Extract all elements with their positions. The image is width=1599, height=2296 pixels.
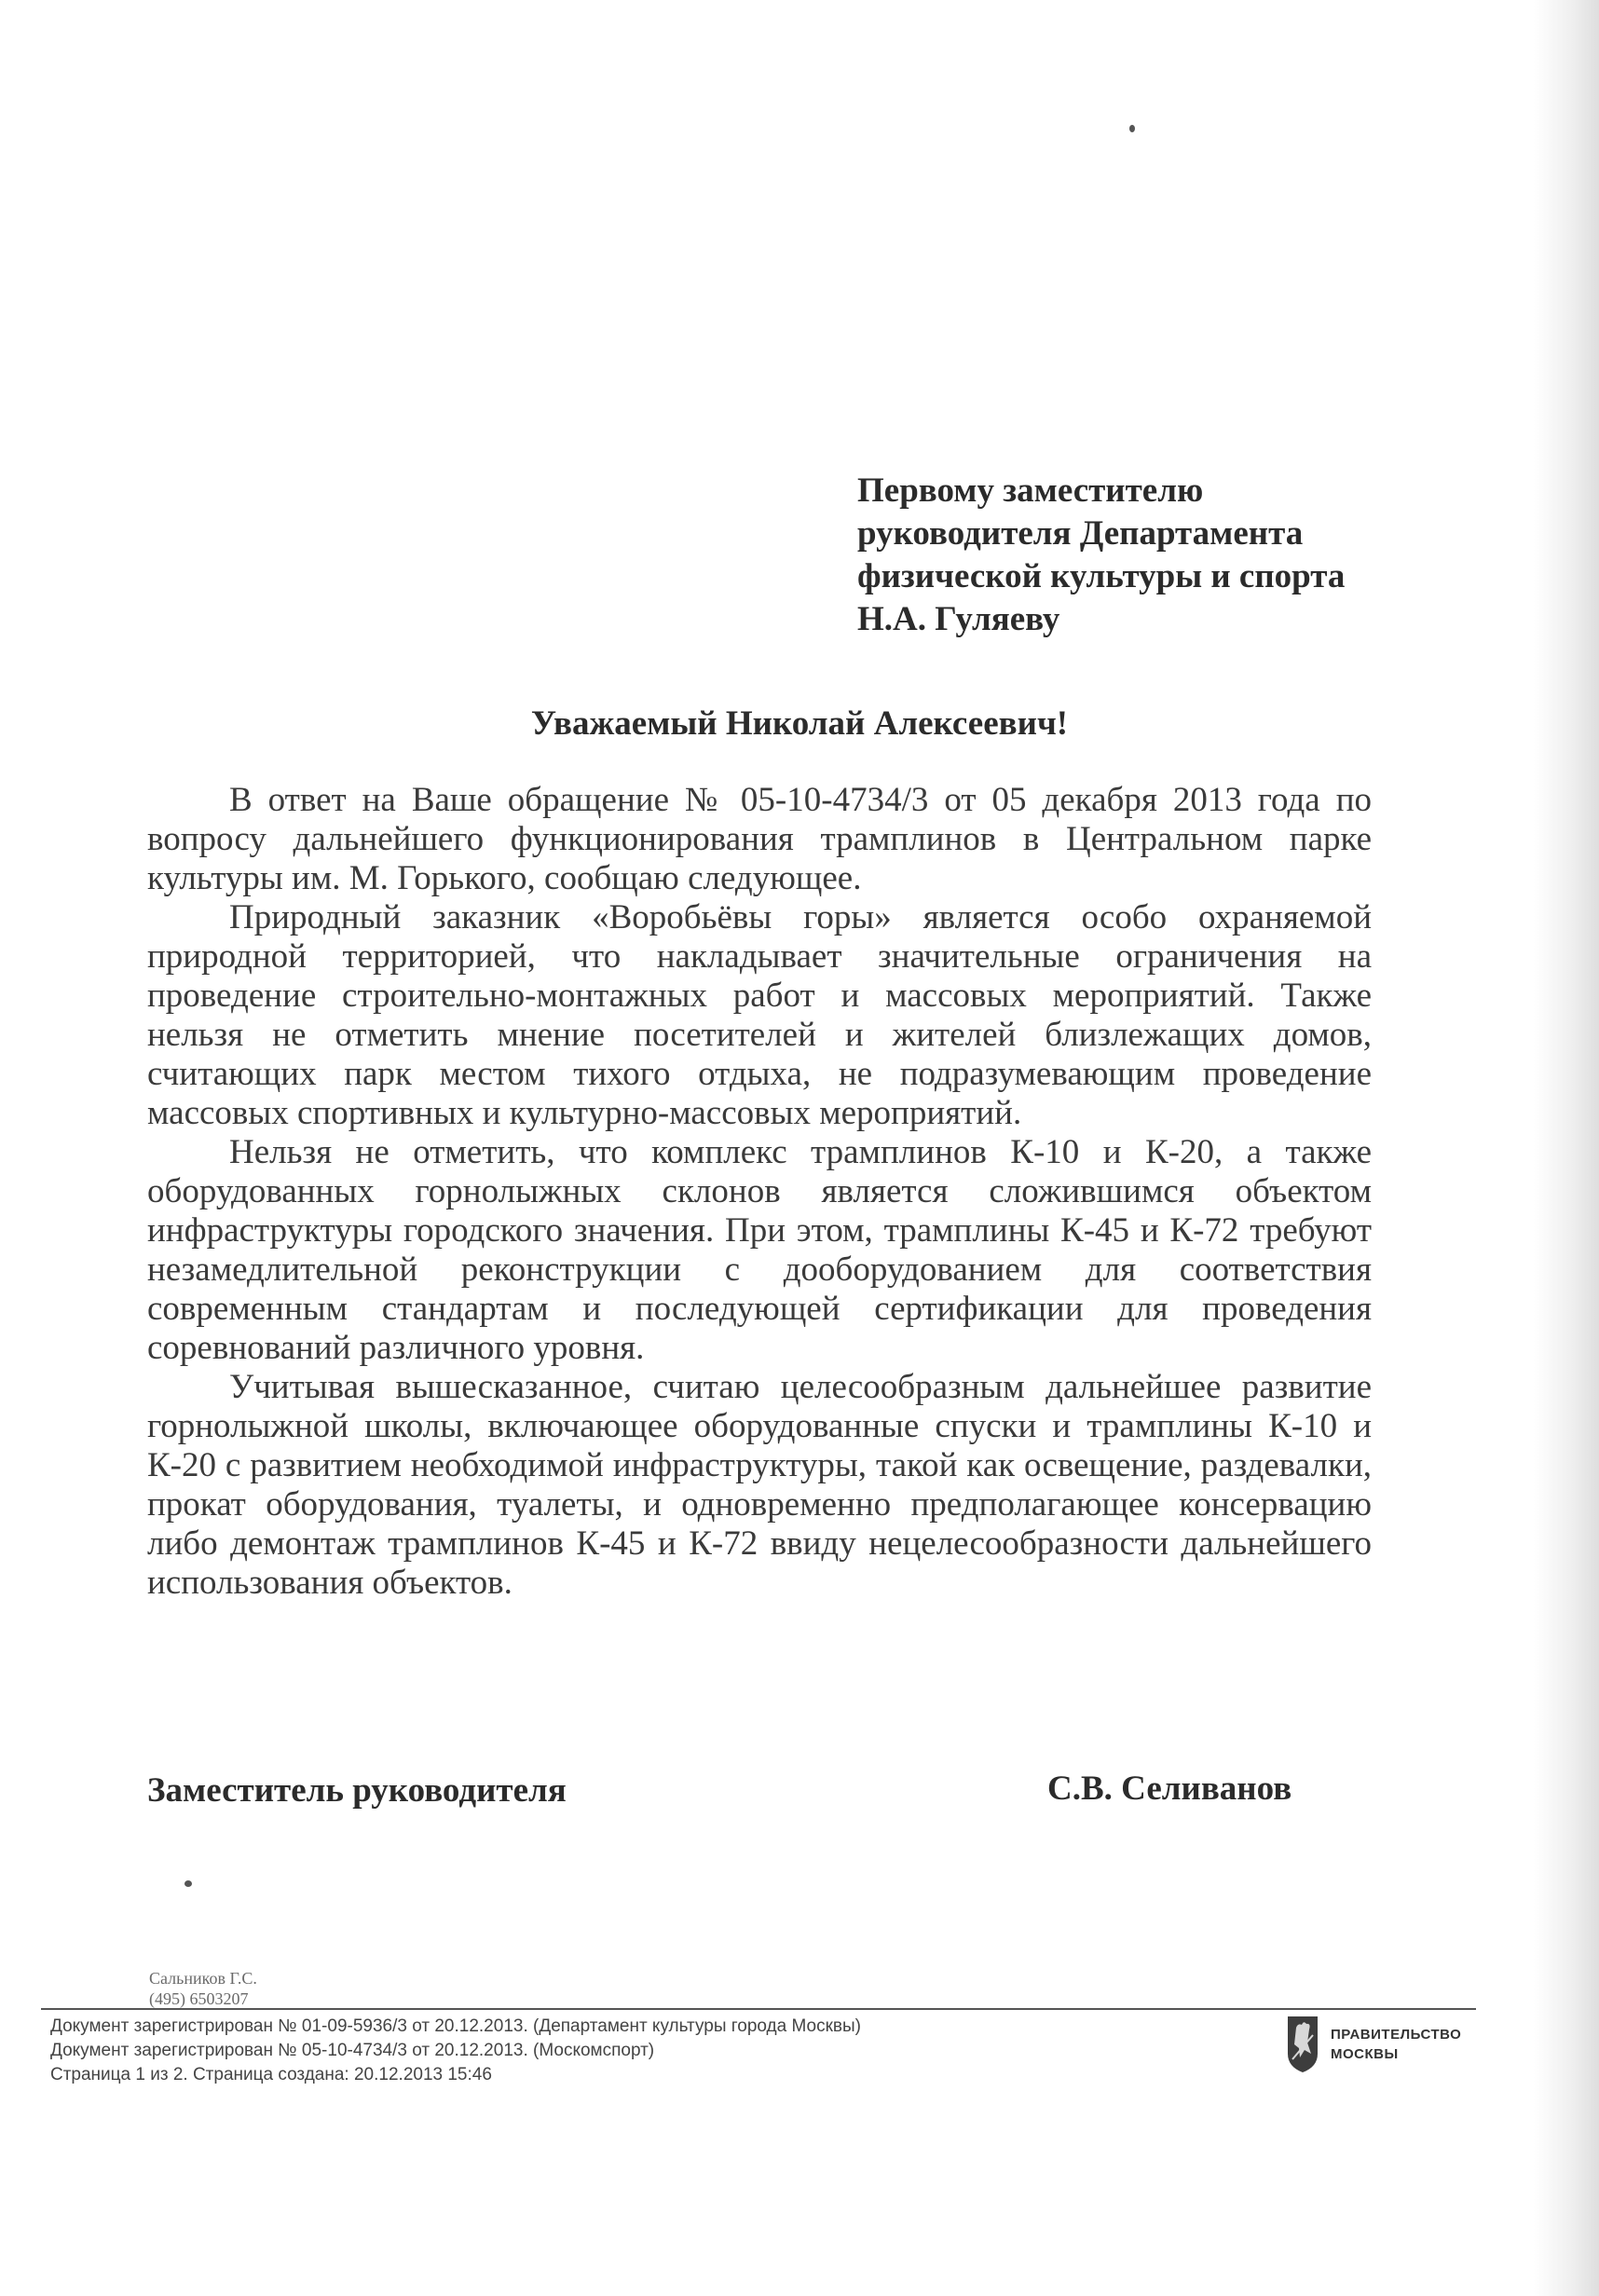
letter-body	[147, 781, 1372, 1603]
executor-name: Сальников Г.С.	[149, 1969, 257, 1988]
signatory-name: С.В. Селиванов	[1047, 1770, 1292, 1808]
registration-stamp	[50, 2015, 861, 2087]
moscow-government-logo	[1286, 2015, 1461, 2074]
government-label	[1331, 2025, 1461, 2064]
scan-speck	[1129, 125, 1135, 132]
executor-block	[149, 1968, 257, 2009]
body-paragraph: В ответ на Ваше обращение № 05-10-4734/3 от 05 декабря 2013 года по вопросу дальнейшего функционирования трамплинов в Центральном парке культуры им. М. Горького, сообщаю следующее.	[147, 781, 1372, 897]
logo-line: МОСКВЫ	[1331, 2046, 1399, 2062]
scan-speck	[184, 1880, 192, 1887]
body-paragraph: Учитывая вышесказанное, считаю целесообразным дальнейшее развитие горнолыжной школы, включающее оборудованные спуски и трамплины К-10 и К-20 с развитием необходимой инфраструктуры, такой как освещение, раздевалки, прокат оборудования, туалеты, и одновременно предполагающее консервацию либо демонтаж трамплинов К-45 и К-72 ввиду нецелесообразности дальнейшего использования объектов.	[147, 1368, 1372, 1602]
addressee-block	[857, 470, 1345, 641]
executor-phone: (495) 6503207	[149, 1989, 249, 2008]
addressee-line: руководителя Департамента	[857, 514, 1304, 553]
scan-edge-shadow	[1534, 0, 1599, 2296]
addressee-line: Н.А. Гуляеву	[857, 600, 1060, 638]
signatory-position: Заместитель руководителя	[147, 1771, 567, 1810]
footer-divider	[41, 2008, 1476, 2010]
addressee-line: Первому заместителю	[857, 472, 1204, 510]
page-info-line: Страница 1 из 2. Страница создана: 20.12.2013 15:46	[50, 2065, 492, 2084]
moscow-crest-icon	[1286, 2015, 1319, 2074]
registration-line: Документ зарегистрирован № 05-10-4734/3 от 20.12.2013. (Москомспорт)	[50, 2041, 655, 2060]
addressee-line: физической культуры и спорта	[857, 557, 1346, 595]
salutation: Уважаемый Николай Алексеевич!	[530, 704, 1069, 743]
logo-line: ПРАВИТЕЛЬСТВО	[1331, 2027, 1462, 2043]
body-paragraph: Природный заказник «Воробьёвы горы» является особо охраняемой природной территорией, что накладывает значительные ограничения на проведение строительно-монтажных работ и массовых мероприятий. Также нельзя не отметить мнение посетителей и жителей близлежащих домов, считающих парк местом тихого отдыха, не подразумевающим проведение массовых спортивных и культурно-массовых мероприятий.	[147, 898, 1372, 1132]
registration-line: Документ зарегистрирован № 01-09-5936/3 от 20.12.2013. (Департамент культуры города Москвы)	[50, 2016, 861, 2036]
body-paragraph: Нельзя не отметить, что комплекс трамплинов К-10 и К-20, а также оборудованных горнолыжных склонов является сложившимся объектом инфраструктуры городского значения. При этом, трамплины К-45 и К-72 требуют незамедлительной реконструкции с дооборудованием для соответствия современным стандартам и последующей сертификации для проведения соревнований различного уровня.	[147, 1133, 1372, 1367]
